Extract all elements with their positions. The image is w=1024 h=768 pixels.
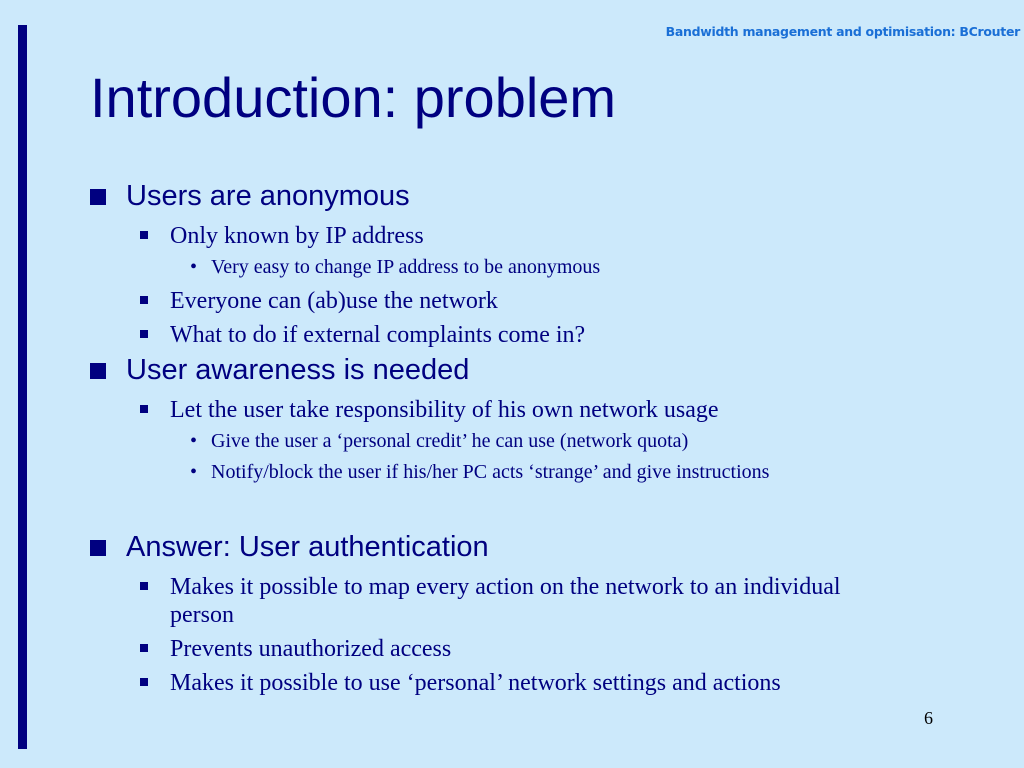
sub-bullet-responsibility: [140, 396, 719, 424]
bullet-user-awareness: [90, 354, 469, 387]
sub-bullet-personal-settings: [140, 669, 781, 697]
page-number: 6: [924, 708, 933, 728]
bullet-text: Answer: User authentication: [126, 531, 489, 563]
bullet-text: Notify/block the user if his/her PC acts ‘strange’ and give instructions: [211, 461, 770, 483]
bullet-text: Give the user a ‘personal credit’ he can use (network quota): [211, 430, 689, 452]
bullet-text: Users are anonymous: [126, 180, 410, 212]
slide-title: Introduction: problem: [90, 66, 617, 129]
bullet-text: Prevents unauthorized access: [170, 636, 452, 662]
dot-bullet-icon: •: [190, 256, 198, 278]
small-square-bullet-icon: [140, 330, 148, 338]
square-bullet-icon: [90, 189, 106, 205]
small-square-bullet-icon: [140, 644, 148, 652]
bullet-text: Makes it possible to use ‘personal’ network settings and actions: [170, 670, 781, 696]
slide-header: Bandwidth management and optimisation: BCrouter: [665, 24, 1020, 39]
bullet-answer: [90, 531, 489, 564]
square-bullet-icon: [90, 363, 106, 379]
bullet-text: Makes it possible to map every action on the network to an individual person: [170, 574, 841, 628]
sub-sub-bullet-credit: [190, 430, 688, 453]
small-square-bullet-icon: [140, 678, 148, 686]
bullet-text: Very easy to change IP address to be anonymous: [211, 256, 601, 278]
bullet-text: Everyone can (ab)use the network: [170, 288, 498, 314]
bullet-text: User awareness is needed: [126, 354, 470, 386]
sub-bullet-unauthorized: [140, 635, 451, 663]
bullet-text: Only known by IP address: [170, 223, 424, 249]
small-square-bullet-icon: [140, 296, 148, 304]
small-square-bullet-icon: [140, 405, 148, 413]
small-square-bullet-icon: [140, 582, 148, 590]
sub-bullet-ip: [140, 222, 424, 250]
bullet-users-anonymous: [90, 180, 410, 213]
sub-bullet-complaints: [140, 321, 585, 349]
sub-sub-bullet-change-ip: [190, 256, 600, 279]
square-bullet-icon: [90, 540, 106, 556]
dot-bullet-icon: •: [190, 461, 198, 483]
sub-bullet-abuse: [140, 287, 498, 315]
sub-sub-bullet-notify: [190, 461, 769, 484]
bullet-text: What to do if external complaints come in?: [170, 322, 586, 348]
sub-bullet-map-action: [140, 573, 860, 629]
dot-bullet-icon: •: [190, 430, 198, 452]
small-square-bullet-icon: [140, 231, 148, 239]
bullet-text: Let the user take responsibility of his own network usage: [170, 397, 719, 423]
